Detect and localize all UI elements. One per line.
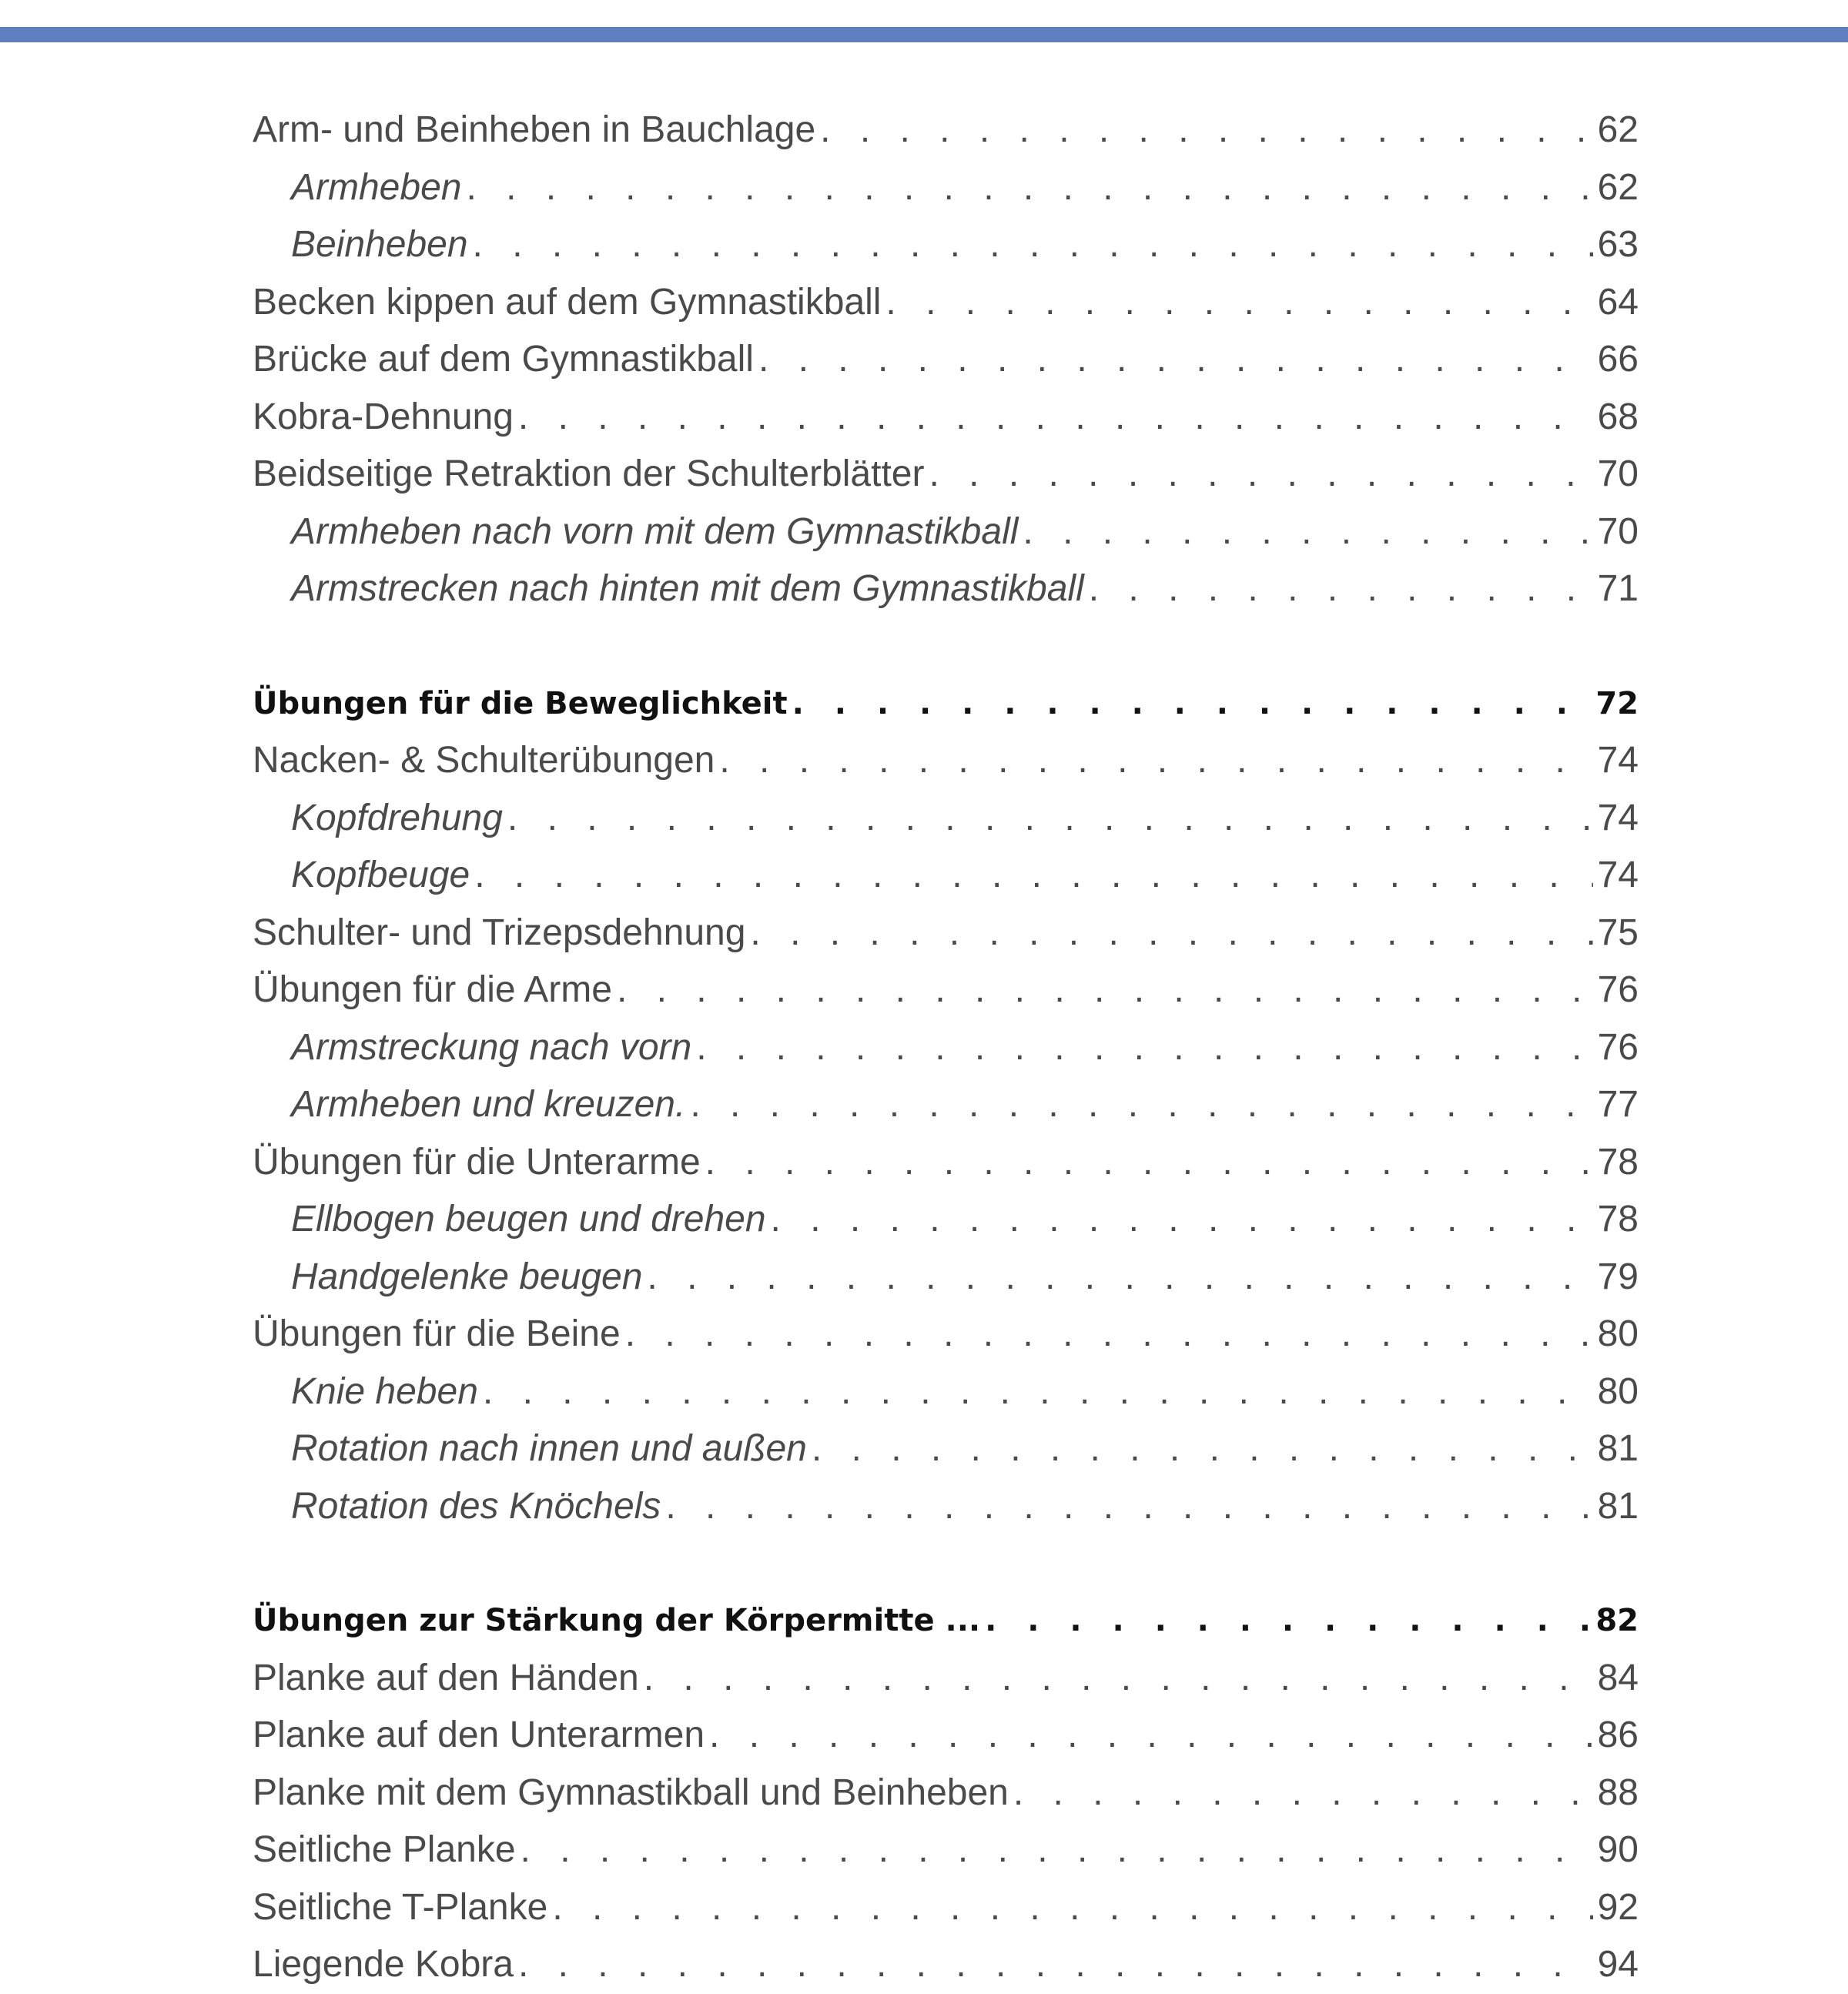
dot-leader bbox=[474, 847, 1592, 905]
toc-entry-title: Seitliche Planke bbox=[253, 1829, 516, 1870]
toc-page-number: 62 bbox=[1597, 166, 1639, 208]
dot-leader bbox=[521, 1822, 1593, 1879]
toc-page-number: 75 bbox=[1597, 912, 1639, 953]
dot-leader bbox=[1023, 504, 1592, 561]
toc-entry-title: Kopfbeuge bbox=[291, 855, 470, 895]
toc-page-number: 68 bbox=[1597, 396, 1639, 437]
toc-subentry bbox=[253, 159, 1639, 217]
toc-page-number: 71 bbox=[1597, 568, 1639, 609]
toc-entry-title: Planke auf den Händen bbox=[253, 1657, 639, 1698]
toc-page-number: 78 bbox=[1597, 1141, 1639, 1183]
toc-entry bbox=[253, 1134, 1639, 1192]
toc-page-number: 80 bbox=[1597, 1370, 1639, 1412]
dot-leader bbox=[473, 216, 1593, 274]
dot-leader bbox=[552, 1879, 1592, 1937]
toc-entry bbox=[253, 1765, 1639, 1822]
toc-entry-title: Übungen für die Beweglichkeit bbox=[253, 685, 788, 721]
toc-page-number: 70 bbox=[1597, 453, 1639, 494]
dot-leader bbox=[617, 962, 1593, 1019]
toc-page-number: 74 bbox=[1597, 797, 1639, 838]
dot-leader bbox=[820, 102, 1592, 159]
toc-entry-title: Planke mit dem Gymnastikball und Beinheben bbox=[253, 1772, 1009, 1813]
toc-entry-title: Schulter- und Trizepsdehnung bbox=[253, 912, 746, 953]
toc-entry-title: Nacken- & Schulterübungen bbox=[253, 740, 715, 781]
dot-leader bbox=[929, 446, 1592, 504]
toc-page-number: 70 bbox=[1597, 510, 1639, 552]
toc-page-number: 72 bbox=[1595, 685, 1639, 721]
toc-entry bbox=[253, 1707, 1639, 1765]
toc-entry bbox=[253, 102, 1639, 159]
dot-leader bbox=[483, 1363, 1593, 1421]
toc-entry-title: Übungen für die Arme bbox=[253, 969, 612, 1010]
toc-entry-title: Übungen für die Beine bbox=[253, 1313, 621, 1354]
toc-page-number: 77 bbox=[1597, 1084, 1639, 1125]
toc-page-number: 88 bbox=[1597, 1772, 1639, 1813]
dot-leader bbox=[466, 159, 1592, 217]
toc-subentry bbox=[253, 1420, 1639, 1478]
toc-entry-title: Beinheben bbox=[291, 224, 468, 265]
toc-subentry bbox=[253, 560, 1639, 618]
toc-page-number: 76 bbox=[1597, 1026, 1639, 1068]
dot-leader bbox=[750, 905, 1592, 962]
toc-entry-title: Beidseitige Retraktion der Schulterblätter bbox=[253, 453, 925, 494]
toc-entry-title: Armheben und kreuzen. bbox=[291, 1084, 686, 1125]
toc-subentry bbox=[253, 1249, 1639, 1306]
toc-page-number: 94 bbox=[1597, 1944, 1639, 1985]
toc-page-number: 92 bbox=[1597, 1886, 1639, 1928]
dot-leader bbox=[696, 1019, 1592, 1077]
toc-entry-title: Armstrecken nach hinten mit dem Gymnastikball bbox=[291, 568, 1084, 609]
dot-leader bbox=[705, 1134, 1593, 1192]
toc-page-number: 79 bbox=[1597, 1256, 1639, 1297]
toc-entry-title: Brücke auf dem Gymnastikball bbox=[253, 339, 754, 380]
toc-entry bbox=[253, 1822, 1639, 1879]
toc-page-number: 86 bbox=[1597, 1715, 1639, 1755]
dot-leader bbox=[985, 1592, 1591, 1650]
toc-entry-title: Armheben nach vorn mit dem Gymnastikball bbox=[291, 510, 1019, 552]
toc-page-number: 82 bbox=[1595, 1603, 1639, 1638]
dot-leader bbox=[719, 732, 1592, 790]
toc-entry bbox=[253, 1650, 1639, 1708]
toc-entry-title: Rotation des Knöchels bbox=[291, 1485, 661, 1527]
toc-entry-title: Liegende Kobra bbox=[253, 1944, 514, 1985]
toc-subentry bbox=[253, 847, 1639, 905]
dot-leader bbox=[758, 331, 1593, 389]
dot-leader bbox=[1013, 1765, 1593, 1822]
toc-page-number: 74 bbox=[1597, 855, 1639, 895]
toc-entry-title: Kopfdrehung bbox=[291, 797, 503, 838]
toc-page-number: 76 bbox=[1597, 969, 1639, 1010]
toc-page-number: 64 bbox=[1597, 281, 1639, 323]
toc-subentry bbox=[253, 1076, 1639, 1134]
dot-leader bbox=[792, 675, 1592, 733]
toc-subentry bbox=[253, 1019, 1639, 1077]
dot-leader bbox=[518, 1936, 1593, 1994]
toc-entry bbox=[253, 905, 1639, 962]
toc-entry-title: Knie heben bbox=[291, 1370, 478, 1412]
toc-page-number: 63 bbox=[1597, 224, 1639, 265]
toc-entry-title: Armstreckung nach vorn bbox=[291, 1026, 692, 1068]
toc-entry-title: Handgelenke beugen bbox=[291, 1256, 643, 1297]
toc-entry bbox=[253, 446, 1639, 504]
dot-leader bbox=[644, 1650, 1593, 1708]
dot-leader bbox=[665, 1478, 1592, 1536]
toc-page-number: 84 bbox=[1597, 1657, 1639, 1698]
toc-entry bbox=[253, 274, 1639, 332]
toc-subentry bbox=[253, 790, 1639, 848]
toc-page-number: 78 bbox=[1597, 1199, 1639, 1240]
toc-subentry bbox=[253, 504, 1639, 561]
toc-entry bbox=[253, 1879, 1639, 1937]
dot-leader bbox=[518, 389, 1593, 447]
toc-subentry bbox=[253, 1478, 1639, 1536]
toc-subentry bbox=[253, 1191, 1639, 1249]
toc-entry-title: Kobra-Dehnung bbox=[253, 396, 514, 437]
dot-leader bbox=[647, 1249, 1592, 1306]
toc-entry bbox=[253, 962, 1639, 1019]
header-rule bbox=[0, 27, 1848, 42]
dot-leader bbox=[886, 274, 1592, 332]
dot-leader bbox=[812, 1420, 1593, 1478]
toc-page-number: 62 bbox=[1597, 109, 1639, 150]
toc-entry-title: Seitliche T-Planke bbox=[253, 1886, 548, 1928]
dot-leader bbox=[709, 1707, 1593, 1765]
toc-entry-title: Übungen für die Unterarme bbox=[253, 1141, 701, 1183]
toc-entry bbox=[253, 732, 1639, 790]
toc-entry-title: Planke auf den Unterarmen bbox=[253, 1715, 705, 1755]
toc-entry-title: Becken kippen auf dem Gymnastikball bbox=[253, 281, 882, 323]
toc-section-heading bbox=[253, 1592, 1639, 1650]
table-of-contents bbox=[253, 102, 1639, 1994]
dot-leader bbox=[771, 1191, 1593, 1249]
toc-entry-title: Rotation nach innen und außen bbox=[291, 1428, 807, 1469]
toc-entry-title: Arm- und Beinheben in Bauchlage bbox=[253, 109, 816, 150]
toc-page-number: 74 bbox=[1597, 740, 1639, 781]
toc-entry bbox=[253, 331, 1639, 389]
dot-leader bbox=[625, 1306, 1593, 1363]
toc-section-heading bbox=[253, 675, 1639, 733]
toc-entry-title: Ellbogen beugen und drehen bbox=[291, 1199, 766, 1240]
toc-page-number: 66 bbox=[1597, 339, 1639, 380]
toc-page-number: 81 bbox=[1597, 1485, 1639, 1527]
toc-subentry bbox=[253, 216, 1639, 274]
toc-entry-title: Übungen zur Stärkung der Körpermitte ... bbox=[253, 1603, 981, 1638]
toc-entry-title: Armheben bbox=[291, 166, 462, 208]
dot-leader bbox=[690, 1076, 1592, 1134]
dot-leader bbox=[1089, 560, 1593, 618]
toc-page-number: 80 bbox=[1597, 1313, 1639, 1354]
toc-entry bbox=[253, 1306, 1639, 1363]
toc-entry bbox=[253, 389, 1639, 447]
dot-leader bbox=[507, 790, 1593, 848]
toc-page-number: 81 bbox=[1597, 1428, 1639, 1469]
toc-page-number: 90 bbox=[1597, 1829, 1639, 1870]
toc-subentry bbox=[253, 1363, 1639, 1421]
toc-entry bbox=[253, 1936, 1639, 1994]
